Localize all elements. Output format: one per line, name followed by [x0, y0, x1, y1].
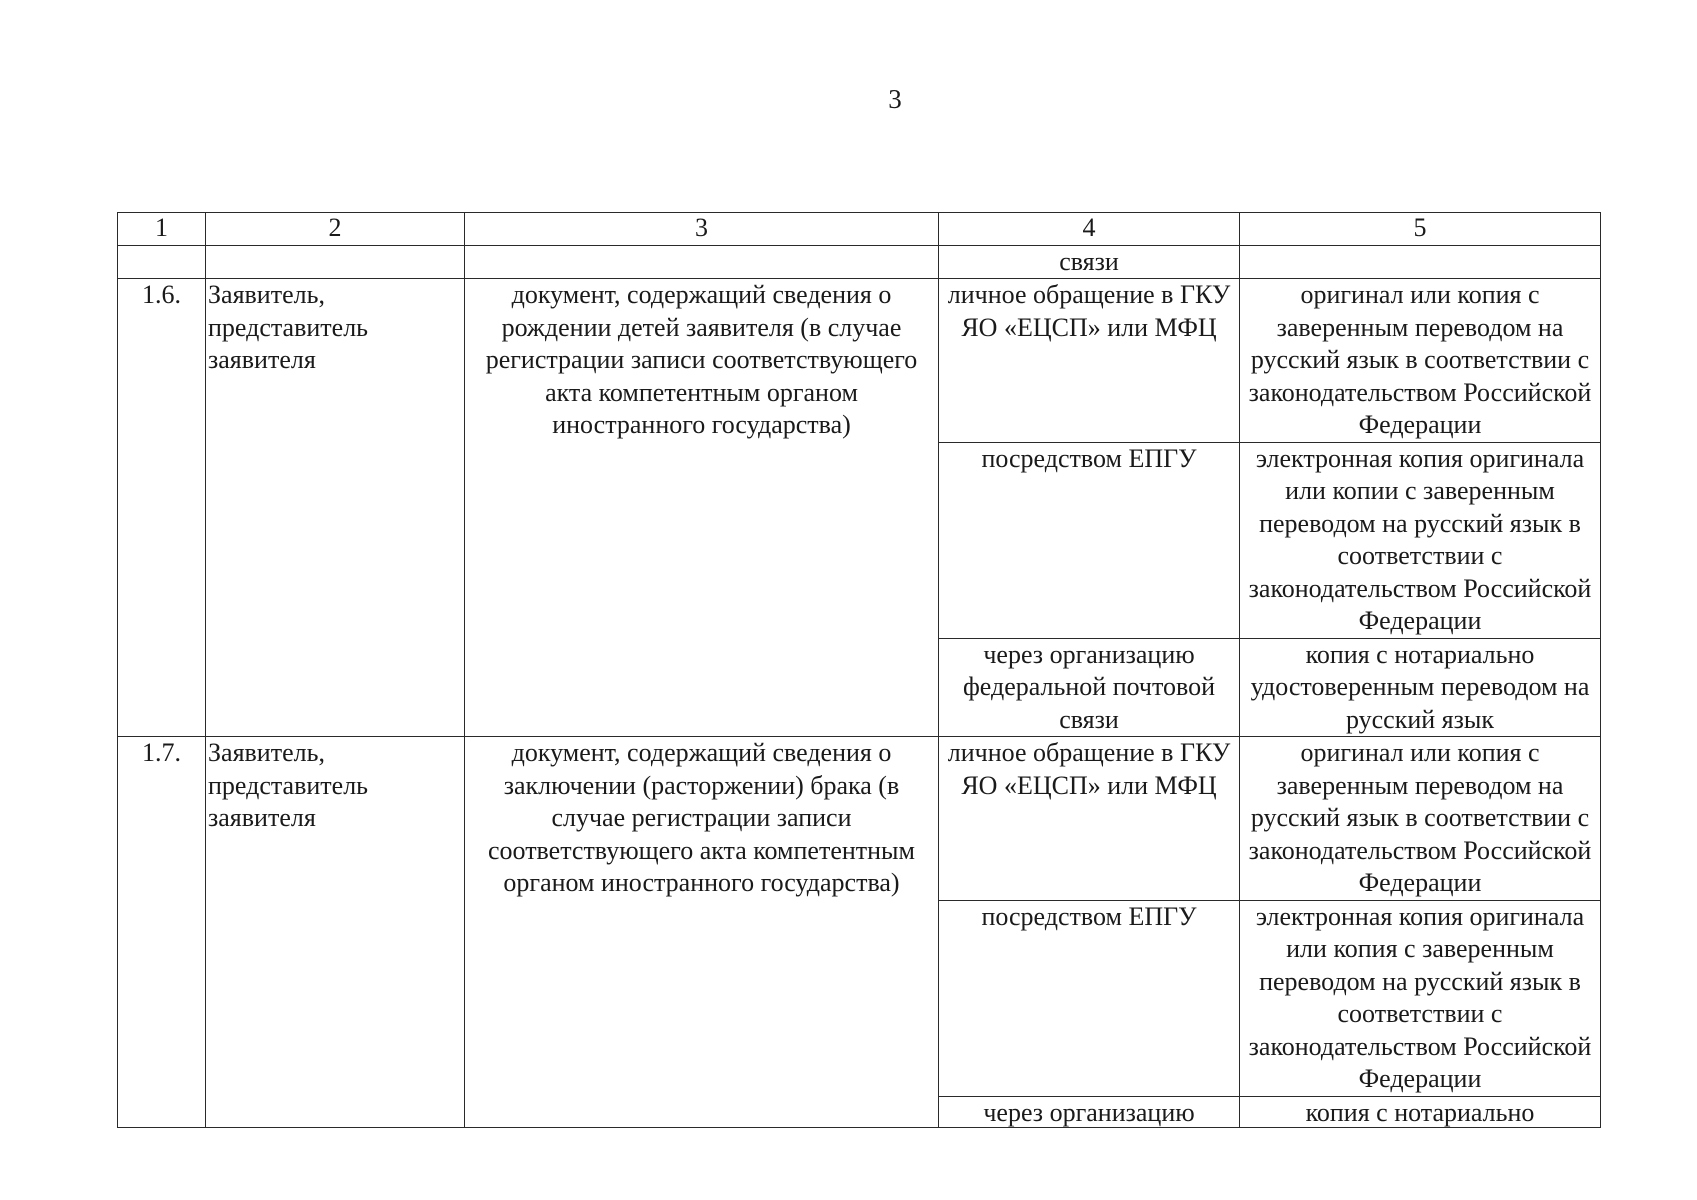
column-number: 1 — [118, 213, 206, 246]
submission-method: посредством ЕПГУ — [939, 442, 1240, 638]
document-form: копия с нотариально — [1240, 1096, 1601, 1127]
document-cell: документ, содержащий сведения о рождении детей заявителя (в случае регистрации записи соответствующего акта компетентным органом иностранного государства) — [465, 279, 939, 737]
column-number: 3 — [465, 213, 939, 246]
document-form: электронная копия оригинала или копия с заверенным переводом на русский язык в соответствии с законодательством Российской Федерации — [1240, 900, 1601, 1096]
page-number: 3 — [888, 84, 902, 114]
continuation-text: связи — [939, 246, 1240, 279]
documents-table — [117, 212, 1601, 1128]
submission-method: через организацию — [939, 1096, 1240, 1127]
continuation-row — [118, 246, 1601, 279]
table-row — [118, 279, 1601, 443]
applicant-cell: Заявитель, представитель заявителя — [206, 737, 465, 1128]
column-number: 4 — [939, 213, 1240, 246]
submission-method: личное обращение в ГКУ ЯО «ЕЦСП» или МФЦ — [939, 279, 1240, 443]
document-form: копия с нотариально удостоверенным переводом на русский язык — [1240, 638, 1601, 737]
row-number: 1.7. — [118, 737, 206, 1128]
document-form: оригинал или копия с заверенным переводом на русский язык в соответствии с законодательством Российской Федерации — [1240, 737, 1601, 901]
submission-method: личное обращение в ГКУ ЯО «ЕЦСП» или МФЦ — [939, 737, 1240, 901]
column-number: 2 — [206, 213, 465, 246]
document-form: электронная копия оригинала или копии с заверенным переводом на русский язык в соответствии с законодательством Российской Федерации — [1240, 442, 1601, 638]
row-number: 1.6. — [118, 279, 206, 737]
table-row — [118, 737, 1601, 901]
document-form: оригинал или копия с заверенным переводом на русский язык в соответствии с законодательством Российской Федерации — [1240, 279, 1601, 443]
column-number: 5 — [1240, 213, 1601, 246]
submission-method: через организацию федеральной почтовой связи — [939, 638, 1240, 737]
submission-method: посредством ЕПГУ — [939, 900, 1240, 1096]
applicant-cell: Заявитель, представитель заявителя — [206, 279, 465, 737]
document-cell: документ, содержащий сведения о заключении (расторжении) брака (в случае регистрации записи соответствующего акта компетентным органом иностранного государства) — [465, 737, 939, 1128]
column-number-row — [118, 213, 1601, 246]
